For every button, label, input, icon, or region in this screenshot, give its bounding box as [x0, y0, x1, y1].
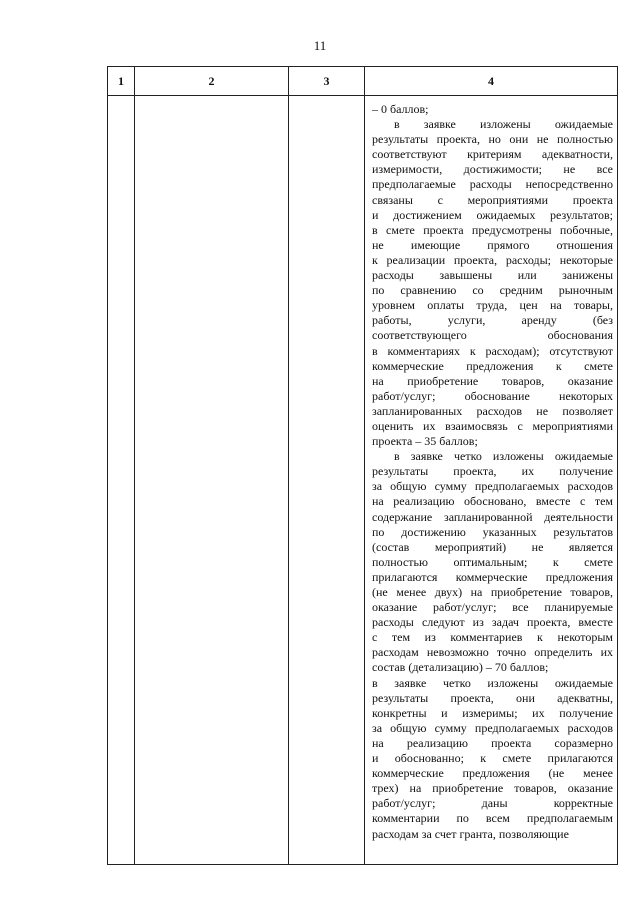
text-line: комментарии по всем предполагаемым: [372, 811, 613, 826]
cell-col-4-text: [365, 96, 618, 865]
text-line: на реализацию проекта соразмерно: [372, 735, 613, 750]
column-header-1: 1: [108, 67, 135, 96]
text-line: не имеющие прямого отношения: [372, 237, 613, 252]
text-line: оказание работ/услуг; все планируемые: [372, 600, 613, 615]
cell-col-2: [135, 96, 289, 865]
text-line: на реализацию обосновано, вместе с тем: [372, 494, 613, 509]
text-line: в заявке четко изложены ожидаемые: [372, 675, 613, 690]
text-line: и достижением ожидаемых результатов;: [372, 207, 613, 222]
text-line: работы, услуги, аренду (без: [372, 313, 613, 328]
column-header-2: 2: [135, 67, 289, 96]
text-line: состав (детализацию) – 70 баллов;: [372, 660, 549, 675]
page-number: 11: [313, 38, 327, 53]
text-line: по достижению указанных результатов: [372, 524, 613, 539]
text-line: коммерческие предложения (не менее: [372, 766, 613, 781]
text-line: с тем из комментариев к некоторым: [372, 630, 613, 645]
text-line: (не менее двух) на приобретение товаров,: [372, 585, 613, 599]
text-line: в заявке четко изложены ожидаемые: [394, 449, 613, 464]
cell-col-3: [289, 96, 365, 865]
text-line: запланированных расходов не позволяет: [372, 403, 613, 418]
text-line: трех) на приобретение товаров, оказание: [372, 781, 613, 796]
text-line: работ/услуг; даны корректные: [372, 796, 613, 811]
text-line: расходам невозможно точно определить их: [372, 645, 613, 660]
column-header-3: 3: [289, 67, 365, 96]
text-line: расходы следуют из задач проекта, вместе: [372, 615, 613, 630]
text-line: расходам за счет гранта, позволяющие: [372, 826, 569, 841]
text-line: – 0 баллов;: [372, 102, 429, 116]
text-line: на приобретение товаров, оказание: [372, 373, 613, 388]
text-line: полностью оптимальным; к смете: [372, 554, 613, 569]
text-line: конкретны и измеримы; их получение: [372, 705, 613, 720]
text-line: уровнем оплаты труда, цен на товары,: [372, 298, 613, 313]
cell-col-1: [108, 96, 135, 865]
text-line: в комментариях к расходам); отсутствуют: [372, 343, 613, 358]
table-row: [108, 96, 618, 865]
text-line: к реализации проекта, расходы; некоторые: [372, 252, 613, 267]
criteria-table: [107, 66, 618, 865]
table-header-row: [108, 67, 618, 96]
text-line: коммерческие предложения к смете: [372, 358, 613, 373]
text-line: прилагаются коммерческие предложения: [372, 569, 613, 584]
text-line: (состав мероприятий) не является: [372, 539, 613, 554]
text-line: за общую сумму предполагаемых расходов: [372, 720, 613, 735]
criteria-description: [372, 102, 613, 842]
text-line: в заявке изложены ожидаемые: [394, 117, 613, 132]
text-line: измеримости, достижимости; не все: [372, 162, 613, 177]
text-line: в смете проекта предусмотрены побочные,: [372, 222, 613, 237]
text-line: результаты проекта, их получение: [372, 464, 613, 479]
text-line: и обоснованно; к смете прилагаются: [372, 751, 613, 766]
text-line: расходы завышены или занижены: [372, 268, 613, 283]
text-line: результаты проекта, они адекватны,: [372, 690, 613, 705]
text-line: оценить их взаимосвязь с мероприятиями: [372, 418, 613, 433]
text-line: связаны с мероприятиями проекта: [372, 192, 613, 207]
text-line: по сравнению со средним рыночным: [372, 283, 613, 298]
text-line: результаты проекта, но они не полностью: [372, 132, 613, 147]
text-line: проекта – 35 баллов;: [372, 434, 478, 449]
text-line: содержание запланированной деятельности: [372, 509, 613, 524]
text-line: соответствуют критериям адекватности,: [372, 147, 613, 162]
text-line: соответствующего обоснования: [372, 328, 613, 343]
column-header-4: 4: [365, 67, 618, 96]
text-line: предполагаемые расходы непосредственно: [372, 177, 613, 192]
text-line: за общую сумму предполагаемых расходов: [372, 479, 613, 494]
text-line: работ/услуг; обоснование некоторых: [372, 388, 613, 403]
